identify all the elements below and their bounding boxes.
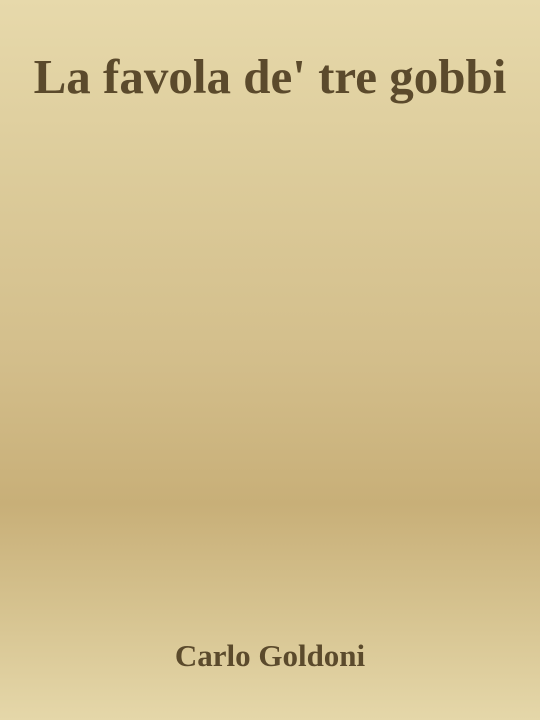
- book-author: Carlo Goldoni: [174, 638, 366, 673]
- book-title: La favola de' tre gobbi: [33, 49, 507, 104]
